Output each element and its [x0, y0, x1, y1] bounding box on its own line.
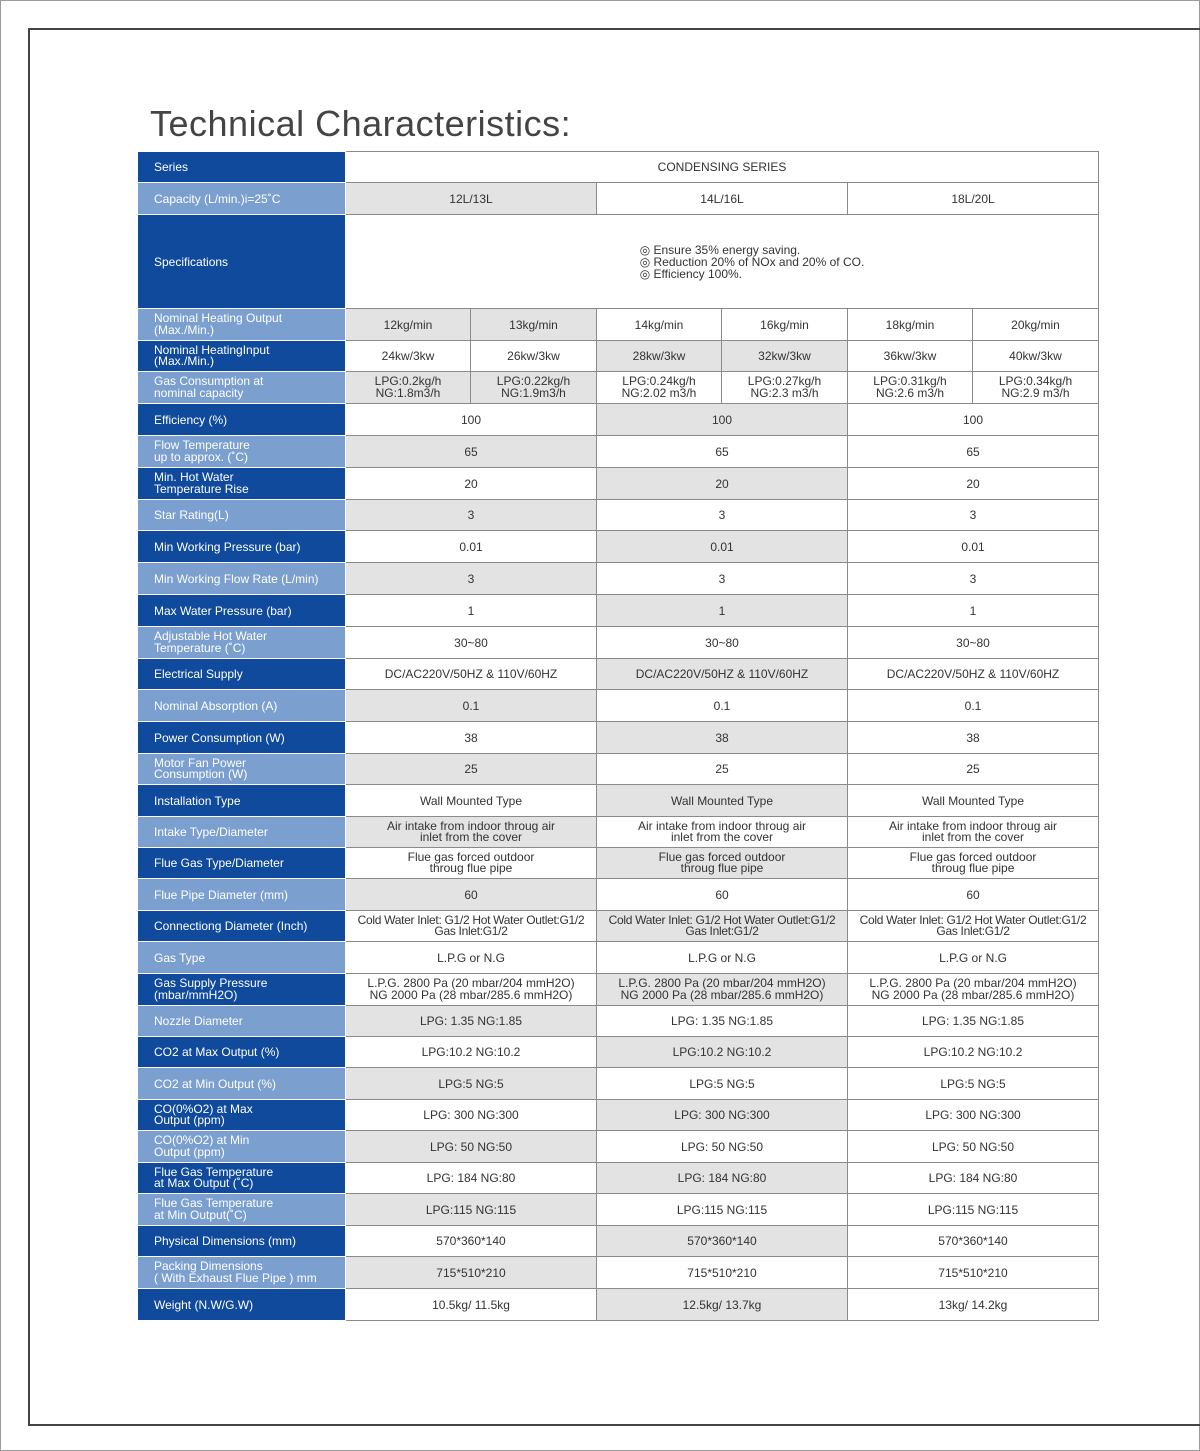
- value-line: inlet from the cover: [921, 830, 1025, 844]
- row-label: [138, 1006, 346, 1037]
- value-cell: 0.01: [597, 531, 848, 563]
- row-label-line: Packing Dimensions: [154, 1259, 263, 1273]
- value-cell: 60: [848, 879, 1099, 911]
- value-cell: L.P.G or N.G: [346, 942, 597, 974]
- value-cell: Wall Mounted Type: [597, 785, 848, 817]
- value-cell: 570*360*140: [848, 1226, 1099, 1257]
- spec-line: ◎ Ensure 35% energy saving.: [639, 242, 801, 257]
- row-label-line: Consumption (W): [154, 767, 248, 781]
- value-cell: 13kg/min: [471, 309, 597, 341]
- row-label: [138, 722, 346, 754]
- row-label: [138, 531, 346, 563]
- value-cell: 25: [597, 754, 848, 785]
- value-cell: 40kw/3kw: [973, 341, 1099, 372]
- row-label-line: Nominal Heating Output: [154, 311, 283, 325]
- value-cell: 38: [346, 722, 597, 754]
- value-cell: 0.1: [597, 690, 848, 722]
- row-label-line: (Max./Min.): [154, 322, 214, 337]
- value-cell: [597, 911, 848, 942]
- value-line: NG:2.6 m3/h: [875, 385, 945, 400]
- row-label-line: Nominal HeatingInput: [154, 342, 270, 357]
- row-label: [138, 341, 346, 372]
- row-label-line: Temperature (˚C): [154, 640, 246, 655]
- value-cell: 14kg/min: [597, 309, 722, 341]
- value-cell: [848, 911, 1099, 942]
- value-line: Cold Water Inlet: G1/2 Hot Water Outlet:G1/2: [859, 912, 1087, 927]
- spec-row: [138, 500, 1099, 531]
- value-cell: 715*510*210: [848, 1257, 1099, 1289]
- value-cell: 32kw/3kw: [722, 341, 848, 372]
- value-cell: 65: [597, 436, 848, 468]
- value-cell: 0.01: [346, 531, 597, 563]
- value-cell: LPG: 184 NG:80: [597, 1163, 848, 1194]
- value-cell: 16kg/min: [722, 309, 848, 341]
- row-label-line: CO2 at Max Output (%): [154, 1045, 280, 1059]
- value-cell: [848, 974, 1099, 1006]
- row-label: [138, 974, 346, 1006]
- value-cell: 570*360*140: [597, 1226, 848, 1257]
- value-cell: 0.01: [848, 531, 1099, 563]
- value-cell: 570*360*140: [346, 1226, 597, 1257]
- value-cell: 36kw/3kw: [848, 341, 973, 372]
- row-label: [138, 1257, 346, 1289]
- spec-row: [138, 754, 1099, 785]
- value-cell: [346, 974, 597, 1006]
- row-label-line: Physical Dimensions (mm): [154, 1234, 297, 1248]
- value-cell: 0.1: [346, 690, 597, 722]
- row-label-line: nominal capacity: [154, 385, 244, 400]
- spec-row: [138, 1131, 1099, 1163]
- row-label: [138, 942, 346, 974]
- value-cell: 0.1: [848, 690, 1099, 722]
- row-label-line: CO(0%O2) at Max: [154, 1101, 253, 1116]
- capacity-value: 12L/13L: [346, 183, 597, 215]
- value-cell: [848, 817, 1099, 848]
- row-label: [138, 879, 346, 911]
- spec-row: [138, 468, 1099, 500]
- value-cell: 65: [848, 436, 1099, 468]
- value-cell: [597, 974, 848, 1006]
- value-cell: 30~80: [597, 627, 848, 659]
- value-line: inlet from the cover: [670, 830, 774, 844]
- row-label-line: ( With Exhaust Flue Pipe ) mm: [154, 1270, 317, 1285]
- row-label: [138, 627, 346, 659]
- value-cell: 26kw/3kw: [471, 341, 597, 372]
- row-label-line: Output (ppm): [154, 1144, 225, 1159]
- row-label-line: at Min Output(˚C): [154, 1207, 247, 1222]
- spec-row: [138, 595, 1099, 627]
- value-cell: LPG: 300 NG:300: [848, 1100, 1099, 1131]
- value-line: Air intake from indoor throug air: [888, 818, 1058, 833]
- value-cell: 1: [597, 595, 848, 627]
- spec-row: [138, 879, 1099, 911]
- row-label-line: Motor Fan Power: [154, 755, 247, 770]
- value-line: LPG:0.27kg/h: [747, 374, 822, 388]
- value-line: LPG:0.2kg/h: [374, 374, 442, 388]
- row-label: [138, 848, 346, 879]
- spec-row: [138, 1257, 1099, 1289]
- value-cell: 20: [848, 468, 1099, 500]
- capacity-value: 18L/20L: [848, 183, 1099, 215]
- value-cell: LPG: 300 NG:300: [346, 1100, 597, 1131]
- value-cell: LPG: 1.35 NG:1.85: [848, 1006, 1099, 1037]
- value-line: Cold Water Inlet: G1/2 Hot Water Outlet:G1/2: [608, 912, 836, 927]
- spec-row: [138, 1068, 1099, 1100]
- row-label-line: Star Rating(L): [154, 508, 229, 522]
- row-label-line: Max Water Pressure (bar): [154, 603, 292, 618]
- value-line: NG 2000 Pa (28 mbar/285.6 mmH2O): [369, 987, 573, 1002]
- series-value: CONDENSING SERIES: [346, 152, 1099, 183]
- row-label: [138, 1068, 346, 1100]
- row-label: [138, 595, 346, 627]
- row-label-line: Flue Gas Temperature: [154, 1164, 274, 1179]
- spec-row: [138, 627, 1099, 659]
- value-line: LPG:0.31kg/h: [873, 374, 947, 388]
- row-label: [138, 690, 346, 722]
- value-cell: 18kg/min: [848, 309, 973, 341]
- specifications-row: [138, 215, 1099, 309]
- row-label-line: Electrical Supply: [154, 667, 243, 681]
- value-line: throug flue pipe: [680, 861, 764, 875]
- value-cell: 30~80: [848, 627, 1099, 659]
- series-row: [138, 152, 1099, 183]
- value-cell: L.P.G or N.G: [848, 942, 1099, 974]
- row-label: [138, 1289, 346, 1321]
- value-line: L.P.G. 2800 Pa (20 mbar/204 mmH2O): [367, 976, 575, 990]
- row-label-line: Gas Consumption at: [154, 374, 264, 388]
- value-cell: [597, 372, 722, 404]
- value-cell: LPG:10.2 NG:10.2: [848, 1037, 1099, 1068]
- value-cell: LPG: 1.35 NG:1.85: [597, 1006, 848, 1037]
- value-cell: 38: [597, 722, 848, 754]
- value-cell: 715*510*210: [597, 1257, 848, 1289]
- value-line: Cold Water Inlet: G1/2 Hot Water Outlet:G1/2: [357, 912, 585, 927]
- row-label-line: Min Working Flow Rate (L/min): [154, 571, 319, 586]
- spec-row: [138, 372, 1099, 404]
- row-label-line: Intake Type/Diameter: [154, 825, 268, 839]
- value-cell: LPG:10.2 NG:10.2: [597, 1037, 848, 1068]
- value-cell: 3: [848, 563, 1099, 595]
- row-label-line: Temperature Rise: [154, 481, 249, 496]
- spec-row: [138, 341, 1099, 372]
- value-cell: [597, 817, 848, 848]
- value-cell: 38: [848, 722, 1099, 754]
- spec-row: [138, 1006, 1099, 1037]
- row-label-line: (Max./Min.): [154, 354, 214, 368]
- value-cell: [346, 848, 597, 879]
- value-cell: Wall Mounted Type: [848, 785, 1099, 817]
- spec-row: [138, 942, 1099, 974]
- row-label-line: Min. Hot Water: [154, 470, 234, 484]
- spec-row: [138, 309, 1099, 341]
- row-label-line: Flue Pipe Diameter (mm): [154, 887, 289, 902]
- value-cell: 3: [346, 563, 597, 595]
- row-label: [138, 1100, 346, 1131]
- spec-row: [138, 563, 1099, 595]
- spec-row: [138, 1100, 1099, 1131]
- spec-row: [138, 690, 1099, 722]
- value-cell: DC/AC220V/50HZ & 110V/60HZ: [597, 659, 848, 690]
- value-cell: [597, 848, 848, 879]
- series-label: Series: [138, 152, 346, 183]
- value-cell: 3: [346, 500, 597, 531]
- value-line: Flue gas forced outdoor: [407, 849, 535, 864]
- value-line: L.P.G. 2800 Pa (20 mbar/204 mmH2O): [618, 976, 826, 990]
- row-label-line: Flue Gas Type/Diameter: [154, 856, 284, 870]
- row-label: [138, 1163, 346, 1194]
- row-label: [138, 1226, 346, 1257]
- technical-characteristics-table: [137, 151, 1099, 1321]
- row-label-line: CO(0%O2) at Min: [154, 1133, 250, 1147]
- value-cell: 100: [346, 404, 597, 436]
- spec-row: [138, 911, 1099, 942]
- row-label: [138, 785, 346, 817]
- spec-row: [138, 1289, 1099, 1321]
- row-label: [138, 911, 346, 942]
- value-cell: 25: [346, 754, 597, 785]
- value-cell: 60: [346, 879, 597, 911]
- value-line: NG 2000 Pa (28 mbar/285.6 mmH2O): [620, 987, 824, 1002]
- spec-row: [138, 436, 1099, 468]
- row-label-line: CO2 at Min Output (%): [154, 1076, 277, 1091]
- value-line: Flue gas forced outdoor: [658, 849, 786, 864]
- spec-row: [138, 1163, 1099, 1194]
- value-line: Gas Inlet:G1/2: [434, 924, 508, 938]
- row-label: [138, 1194, 346, 1226]
- row-label-line: Power Consumption (W): [154, 730, 285, 745]
- spec-row: [138, 974, 1099, 1006]
- row-label: [138, 1131, 346, 1163]
- value-line: Air intake from indoor throug air: [386, 818, 556, 833]
- value-cell: [471, 372, 597, 404]
- row-label-line: Efficiency (%): [154, 412, 228, 427]
- value-cell: 60: [597, 879, 848, 911]
- value-cell: LPG: 184 NG:80: [346, 1163, 597, 1194]
- capacity-value: 14L/16L: [597, 183, 848, 215]
- row-label: [138, 659, 346, 690]
- specifications-list: [640, 244, 865, 280]
- specifications-value: [346, 215, 1099, 309]
- spec-row: [138, 1037, 1099, 1068]
- spec-row: [138, 817, 1099, 848]
- spec-row: [138, 722, 1099, 754]
- row-label-line: Weight (N.W/G.W): [154, 1297, 254, 1312]
- row-label: [138, 309, 346, 341]
- capacity-row: [138, 183, 1099, 215]
- spec-row: [138, 848, 1099, 879]
- spec-row: [138, 659, 1099, 690]
- row-label: [138, 404, 346, 436]
- value-line: NG:1.9m3/h: [501, 385, 566, 400]
- value-cell: 25: [848, 754, 1099, 785]
- value-cell: LPG: 1.35 NG:1.85: [346, 1006, 597, 1037]
- value-line: throug flue pipe: [429, 861, 513, 875]
- value-cell: L.P.G or N.G: [597, 942, 848, 974]
- value-cell: 3: [597, 500, 848, 531]
- row-label-line: Output (ppm): [154, 1113, 225, 1127]
- spec-row: [138, 1226, 1099, 1257]
- row-label-line: Installation Type: [154, 793, 241, 808]
- value-line: Air intake from indoor throug air: [637, 818, 807, 833]
- spec-line: ◎ Efficiency 100%.: [639, 266, 743, 281]
- value-line: L.P.G. 2800 Pa (20 mbar/204 mmH2O): [869, 976, 1077, 990]
- value-line: LPG:0.34kg/h: [998, 374, 1073, 388]
- value-line: NG:2.3 m3/h: [750, 385, 819, 400]
- value-cell: LPG:115 NG:115: [848, 1194, 1099, 1226]
- value-cell: DC/AC220V/50HZ & 110V/60HZ: [848, 659, 1099, 690]
- value-line: throug flue pipe: [931, 861, 1015, 875]
- value-cell: 1: [848, 595, 1099, 627]
- value-cell: [346, 372, 471, 404]
- value-cell: 13kg/ 14.2kg: [848, 1289, 1099, 1321]
- value-cell: 20kg/min: [973, 309, 1099, 341]
- value-cell: [848, 372, 973, 404]
- value-cell: [346, 911, 597, 942]
- spec-line: ◎ Reduction 20% of NOx and 20% of CO.: [639, 254, 865, 269]
- row-label-line: Connectiong Diameter (Inch): [154, 919, 308, 933]
- value-cell: 12.5kg/ 13.7kg: [597, 1289, 848, 1321]
- spec-row: [138, 1194, 1099, 1226]
- value-line: inlet from the cover: [419, 830, 523, 844]
- row-label-line: Min Working Pressure (bar): [154, 539, 301, 554]
- capacity-label: Capacity (L/min.)i=25˚C: [138, 183, 346, 215]
- row-label: [138, 372, 346, 404]
- value-line: NG:2.02 m3/h: [621, 385, 697, 400]
- spec-row: [138, 531, 1099, 563]
- value-line: Gas Inlet:G1/2: [936, 924, 1010, 938]
- value-line: NG 2000 Pa (28 mbar/285.6 mmH2O): [871, 987, 1075, 1002]
- value-cell: LPG:5 NG:5: [597, 1068, 848, 1100]
- row-label: [138, 500, 346, 531]
- value-cell: 10.5kg/ 11.5kg: [346, 1289, 597, 1321]
- value-line: NG:2.9 m3/h: [1001, 385, 1070, 400]
- value-cell: [346, 817, 597, 848]
- value-cell: 65: [346, 436, 597, 468]
- row-label: [138, 563, 346, 595]
- value-line: Gas Inlet:G1/2: [685, 924, 759, 938]
- row-label-line: Adjustable Hot Water: [154, 629, 267, 643]
- spec-row: [138, 785, 1099, 817]
- value-cell: LPG: 50 NG:50: [848, 1131, 1099, 1163]
- row-label: [138, 1037, 346, 1068]
- value-cell: 12kg/min: [346, 309, 471, 341]
- row-label-line: Gas Type: [154, 950, 206, 965]
- value-line: LPG:0.22kg/h: [496, 374, 571, 388]
- value-cell: 20: [597, 468, 848, 500]
- row-label: [138, 817, 346, 848]
- value-cell: 100: [848, 404, 1099, 436]
- row-label-line: Nominal Absorption (A): [154, 698, 278, 713]
- row-label-line: at Max Output (˚C): [154, 1176, 254, 1190]
- value-cell: 28kw/3kw: [597, 341, 722, 372]
- row-label-line: up to approx. (˚C): [154, 449, 249, 464]
- value-cell: 3: [597, 563, 848, 595]
- value-cell: 20: [346, 468, 597, 500]
- value-cell: LPG:115 NG:115: [346, 1194, 597, 1226]
- spec-row: [138, 404, 1099, 436]
- value-cell: [848, 848, 1099, 879]
- page-title: Technical Characteristics:: [150, 103, 572, 144]
- value-cell: LPG: 184 NG:80: [848, 1163, 1099, 1194]
- value-cell: LPG: 50 NG:50: [346, 1131, 597, 1163]
- value-cell: [973, 372, 1099, 404]
- value-cell: LPG:5 NG:5: [848, 1068, 1099, 1100]
- value-cell: 100: [597, 404, 848, 436]
- row-label: [138, 468, 346, 500]
- value-cell: Wall Mounted Type: [346, 785, 597, 817]
- value-cell: 1: [346, 595, 597, 627]
- value-line: Flue gas forced outdoor: [909, 849, 1037, 864]
- value-cell: LPG:115 NG:115: [597, 1194, 848, 1226]
- row-label-line: Flue Gas Temperature: [154, 1196, 274, 1210]
- value-cell: [722, 372, 848, 404]
- row-label-line: Gas Supply Pressure: [154, 976, 268, 990]
- value-cell: 3: [848, 500, 1099, 531]
- value-cell: DC/AC220V/50HZ & 110V/60HZ: [346, 659, 597, 690]
- value-cell: 24kw/3kw: [346, 341, 471, 372]
- value-line: LPG:0.24kg/h: [622, 374, 696, 388]
- value-cell: 715*510*210: [346, 1257, 597, 1289]
- row-label: [138, 754, 346, 785]
- row-label-line: (mbar/mmH2O): [154, 987, 238, 1002]
- row-label: [138, 436, 346, 468]
- specifications-label: Specifications: [138, 215, 346, 309]
- value-cell: LPG: 300 NG:300: [597, 1100, 848, 1131]
- value-cell: LPG: 50 NG:50: [597, 1131, 848, 1163]
- value-cell: 30~80: [346, 627, 597, 659]
- row-label-line: Nozzle Diameter: [154, 1014, 243, 1028]
- value-line: NG:1.8m3/h: [375, 385, 441, 400]
- value-cell: LPG:5 NG:5: [346, 1068, 597, 1100]
- row-label-line: Flow Temperature: [154, 438, 250, 452]
- value-cell: LPG:10.2 NG:10.2: [346, 1037, 597, 1068]
